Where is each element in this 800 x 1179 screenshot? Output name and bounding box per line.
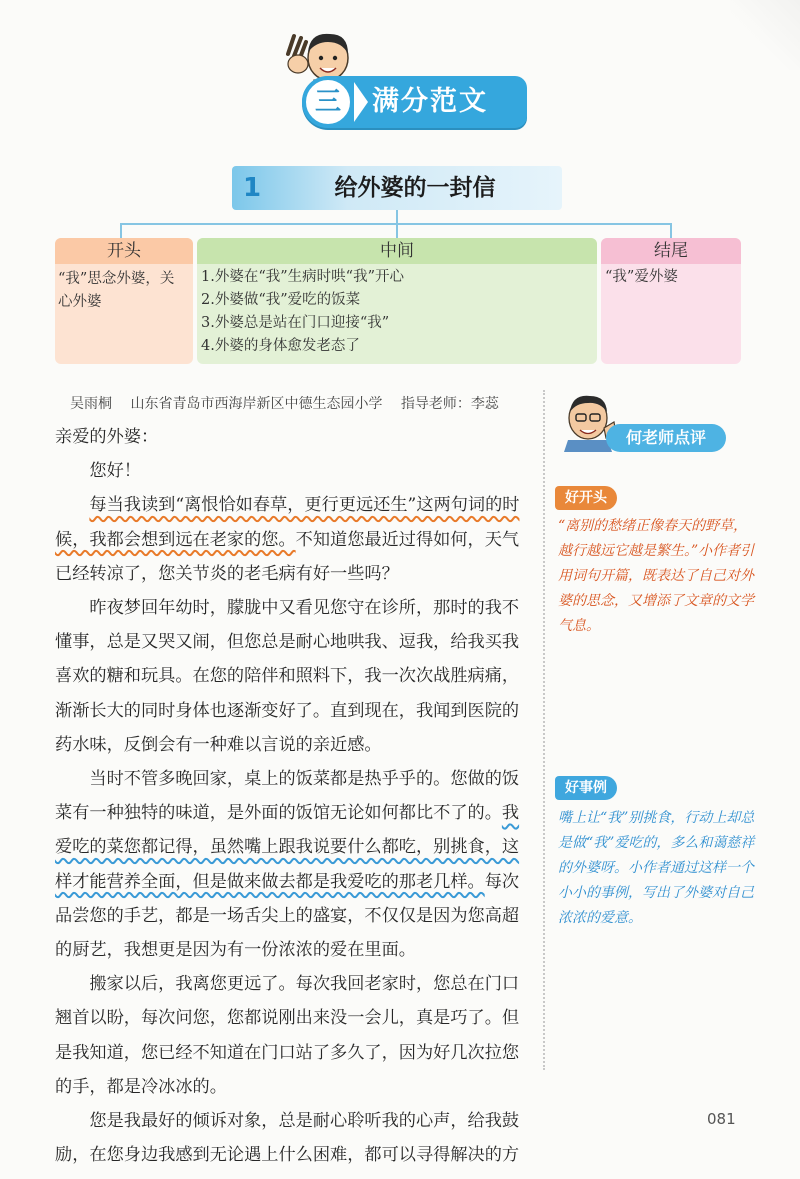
author-name: 吴雨桐 bbox=[70, 396, 112, 412]
outline-item: “我”爱外婆 bbox=[605, 269, 678, 285]
tree-connector bbox=[396, 210, 398, 224]
paragraph: 搬家以后，我离您更远了。每次我回老家时，您总在门口翘首以盼，每次问您，您都说刚出来没一会儿，真是巧了。但是我知道，您已经不知道在门口站了多久了，因为好几次拉您的手，都是冷冰冰的。 bbox=[55, 974, 520, 1097]
author-line bbox=[70, 393, 513, 413]
outline-middle-head: 中间 bbox=[380, 241, 414, 261]
outline-item: 心外婆 bbox=[58, 294, 102, 310]
outline-end-head: 结尾 bbox=[654, 241, 688, 261]
outline-end-body bbox=[605, 266, 739, 366]
highlighted-example: 我爱吃的菜您都记得，虽然嘴上跟我说要什么都吃，别挑食，这样才能营养全面，但是做来做去都是我爱吃的那老几样。 bbox=[55, 803, 520, 892]
paragraph bbox=[55, 762, 533, 967]
article-title: 给外婆的一封信 bbox=[334, 175, 496, 201]
outline-start-head: 开头 bbox=[107, 241, 141, 261]
paragraph bbox=[55, 488, 533, 591]
side-divider bbox=[543, 390, 545, 1070]
greeting: 您好！ bbox=[89, 461, 141, 482]
outline-item: “我”思念外婆，关 bbox=[58, 271, 175, 287]
tree-connector bbox=[670, 223, 672, 238]
section-number: 三 bbox=[302, 76, 354, 128]
comment-good-opening: “离别的愁绪正像春天的野草，越行越远它越是繁生。”小作者引用词句开篇，既表达了自己对外婆的思念，又增添了文章的文学气息。 bbox=[558, 518, 755, 634]
tag-good-opening: 好开头 bbox=[555, 486, 617, 510]
paragraph-text: 不知道您最近过得如何，天气已经转凉了，您关节炎的老毛病有好一些吗？ bbox=[55, 529, 520, 584]
section-chevron bbox=[354, 82, 368, 122]
author-advisor: 指导老师：李蕊 bbox=[400, 396, 499, 412]
outline-item: 2.外婆做“我”爱吃的饭菜 bbox=[201, 292, 361, 308]
tree-connector bbox=[396, 223, 398, 238]
tree-connector bbox=[120, 223, 122, 238]
outline-item: 1.外婆在“我”生病时哄“我”开心 bbox=[201, 269, 404, 285]
paragraph-text: 当时不管多晚回家，桌上的饭菜都是热乎乎的。您做的饭菜有一种独特的味道，是外面的饭馆无论如何都比不了的。 bbox=[55, 769, 520, 824]
paragraph-text: 每次品尝您的手艺，都是一场舌尖上的盛宴，不仅仅是因为您高超的厨艺，我想更是因为有一份浓浓的爱在里面。 bbox=[55, 871, 520, 961]
letter-body bbox=[55, 420, 533, 1172]
tag-good-example: 好事例 bbox=[555, 776, 617, 800]
outline-item: 4.外婆的身体愈发老态了 bbox=[201, 338, 360, 354]
teacher-comment-badge: 何老师点评 bbox=[606, 424, 726, 452]
page-number: 081 bbox=[707, 1110, 736, 1128]
paragraph: 昨夜梦回年幼时，朦胧中又看见您守在诊所，那时的我不懂事，总是又哭又闹，但您总是耐心地哄我、逗我，给我买我喜欢的糖和玩具。在您的陪伴和照料下，我一次次战胜病痛，渐渐长大的同时身体也逐渐变好了。直到现在，我闻到医院的药水味，反倒会有一种难以言说的亲近感。 bbox=[55, 598, 520, 755]
article-number: 1 bbox=[242, 173, 262, 203]
section-header bbox=[272, 24, 532, 134]
paragraph: 您是我最好的倾诉对象，总是耐心聆听我的心声，给我鼓励，在您身边我感到无论遇上什么困难，都可以寻得解决的方 bbox=[55, 1111, 520, 1166]
outline-start-body bbox=[58, 268, 192, 368]
salutation: 亲爱的外婆： bbox=[55, 427, 159, 447]
page-corner bbox=[730, 0, 800, 70]
section-title: 满分范文 bbox=[372, 86, 488, 117]
outline-item: 3.外婆总是站在门口迎接“我” bbox=[201, 315, 390, 331]
comment-good-example: 嘴上让“我”别挑食，行动上却总是做“我”爱吃的，多么和蔼慈祥的外婆呀。小作者通过这样一个小小的事例，写出了外婆对自己浓浓的爱意。 bbox=[558, 810, 755, 926]
author-school: 山东省青岛市西海岸新区中德生态园小学 bbox=[130, 396, 383, 412]
highlighted-quote: 每当我读到“离恨恰如春草，更行更远还生”这两句词的时候，我都会想到远在老家的您。 bbox=[55, 495, 520, 550]
outline-middle-body bbox=[201, 266, 593, 366]
